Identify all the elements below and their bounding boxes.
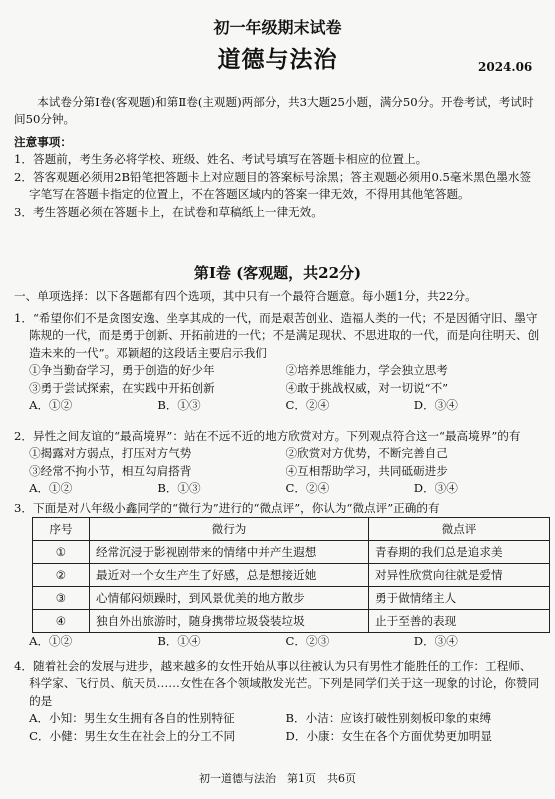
table-header: 微行为 (90, 518, 369, 541)
answer-option: A．①② (29, 397, 73, 412)
notes-section (14, 134, 542, 221)
table-cell: ① (33, 541, 90, 564)
statement-item: ①揭露对方弱点，打压对方气势 (29, 446, 192, 461)
answer-option: B．①③ (157, 397, 201, 412)
table-cell: ③ (33, 587, 90, 610)
table-cell: 经常沉浸于影视剧带来的情绪中并产生遐想 (90, 541, 369, 564)
answer-option: B．小洁：应该打破性别刻板印象的束缚 (285, 711, 492, 726)
question-2 (14, 428, 542, 498)
table-row (33, 564, 550, 587)
section-title: 第Ⅰ卷 (客观题，共22分) (193, 264, 362, 282)
table-header-row (33, 518, 550, 541)
answer-option: D．③④ (413, 397, 458, 412)
answer-option: C．②④ (285, 397, 330, 412)
table-header: 微点评 (369, 518, 550, 541)
answer-option: A．①② (29, 634, 73, 649)
question-3 (14, 500, 542, 651)
exam-title: 初一年级期末试卷 (213, 18, 342, 37)
answer-option: C．②④ (285, 481, 330, 496)
table-cell: 心情郁闷烦躁时，到风景优美的地方散步 (90, 587, 369, 610)
table-cell: 青春期的我们总是追求美 (369, 541, 550, 564)
part1-instructions: 一、单项选择：以下各题都有四个选项，其中只有一个最符合题意。每小题1分，共22分。 (14, 289, 477, 303)
table-cell: 止于至善的表现 (369, 610, 550, 633)
note-item: 1．答题前，考生务必将学校、班级、姓名、考试号填写在答题卡相应的位置上。 (14, 152, 428, 167)
answer-option: B．①③ (157, 481, 201, 496)
table-cell: 独自外出旅游时，随身携带垃圾袋装垃圾 (90, 610, 369, 633)
answer-option: A．①② (29, 481, 73, 496)
question-stem: 1．“希望你们不是贪图安逸、坐享其成的一代，而是艰苦创业、造福人类的一代；不是因循守旧、墨守陈规的一代，而是勇于创新、开拓前进的一代；不是满足现状、不思进取的一代，而是向往明天、创造未来的一代”。邓颖超的这段话主要启示我们 (14, 311, 540, 360)
statement-item: ②欣赏对方优势，不断完善自己 (285, 446, 448, 461)
behavior-table (32, 517, 550, 633)
answer-option: D．小康：女生在各个方面优势更加明显 (285, 728, 492, 743)
table-cell: ② (33, 564, 90, 587)
statement-item: ③经常不拘小节，相互勾肩搭背 (29, 463, 192, 478)
question-stem: 4．随着社会的发展与进步，越来越多的女性开始从事以往被认为只有男性才能胜任的工作：工程师、科学家、飞行员、航天员……女性在各个领域散发光芒。下列是同学们关于这一现象的讨论，你赞同的是 (14, 659, 540, 708)
table-row (33, 610, 550, 633)
table-row (33, 541, 550, 564)
table-cell: ④ (33, 610, 90, 633)
table-cell: 最近对一个女生产生了好感，总是想接近她 (90, 564, 369, 587)
question-stem: 2．异性之间友谊的“最高境界”：站在不远不近的地方欣赏对方。下列观点符合这一“最高境界”的有 (14, 429, 521, 443)
statement-item: ④敢于挑战权威，对一切说“不” (285, 380, 449, 395)
statement-item: ②培养思维能力，学会独立思考 (285, 363, 448, 378)
subject-title: 道德与法治 (217, 46, 338, 73)
table-header: 序号 (33, 518, 90, 541)
table-row (33, 587, 550, 610)
answer-option: C．小健：男生女生在社会上的分工不同 (29, 728, 236, 743)
page-footer: 初一道德与法治 第1页 共6页 (199, 772, 356, 785)
statement-item: ①争当勤奋学习，勇于创造的好少年 (29, 363, 215, 378)
question-1 (14, 310, 542, 414)
note-item: 3．考生答题必须在答题卡上，在试卷和草稿纸上一律无效。 (14, 204, 323, 219)
answer-option: D．③④ (413, 634, 458, 649)
answer-option: B．①④ (157, 634, 201, 649)
note-item: 2．答客观题必须用2B铅笔把答题卡上对应题目的答案标号涂黑；答主观题必须用0.5毫米黑色墨水签字笔写在答题卡指定的位置上，不在答题区域内的答案一律无效，不得用其他笔答题。 (14, 169, 532, 202)
intro-text: 本试卷分第Ⅰ卷(客观题)和第Ⅱ卷(主观题)两部分，共3大题25小题，满分50分。开卷考试，考试时间50分钟。 (14, 95, 534, 127)
table-cell: 勇于做情绪主人 (369, 587, 550, 610)
answer-option: D．③④ (413, 481, 458, 496)
question-4 (14, 658, 542, 745)
table-cell: 对异性欣赏向往就是爱情 (369, 564, 550, 587)
statement-item: ④互相帮助学习，共同砥砺进步 (285, 463, 448, 478)
question-stem: 3．下面是对八年级小鑫同学的“微行为”进行的“微点评”，你认为“微点评”正确的有 (14, 501, 440, 515)
statement-item: ③勇于尝试探索，在实践中开拓创新 (29, 380, 215, 395)
answer-option: C．②③ (285, 634, 330, 649)
notes-heading: 注意事项： (14, 135, 72, 149)
exam-date: 2024.06 (478, 60, 533, 74)
answer-option: A．小知：男生女生拥有各自的性别特征 (29, 711, 235, 726)
